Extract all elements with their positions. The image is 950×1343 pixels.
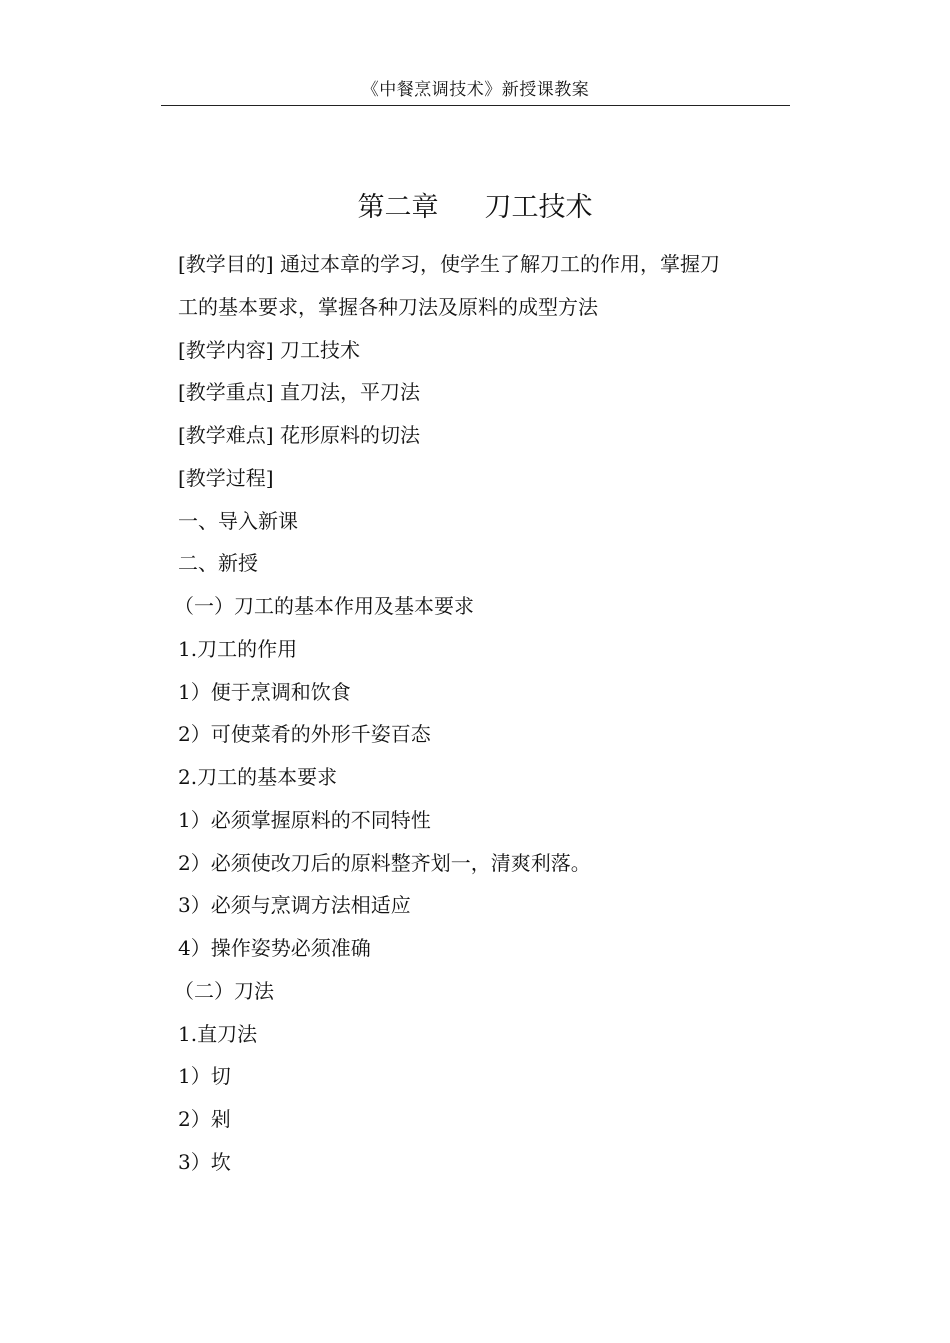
subsection-1-heading: （一）刀工的基本作用及基本要求 <box>174 594 474 618</box>
content-line: [教学内容] 刀工技术 <box>178 337 360 362</box>
difficulty-line: [教学难点] 花形原料的切法 <box>178 423 420 447</box>
list-item: 3）坎 <box>178 1149 231 1174</box>
list-item: 1）必须掌握原料的不同特性 <box>178 807 431 832</box>
section-intro: 一、导入新课 <box>178 508 298 533</box>
key-points-line: [教学重点] 直刀法，平刀法 <box>178 380 420 405</box>
chapter-heading <box>0 188 950 228</box>
list-item: 3）必须与烹调方法相适应 <box>178 893 411 918</box>
running-header <box>161 76 790 106</box>
list-item: 2）可使菜肴的外形千姿百态 <box>178 722 431 747</box>
item-heading-straight-knife: 1.直刀法 <box>178 1021 258 1046</box>
chapter-number: 第二章 <box>357 192 439 223</box>
subsection-2-heading: （二）刀法 <box>174 978 274 1003</box>
chapter-title: 刀工技术 <box>484 192 593 223</box>
list-item: 2）剁 <box>178 1107 231 1131</box>
list-item: 1）便于烹调和饮食 <box>178 679 351 704</box>
section-new-lesson: 二、新授 <box>178 551 258 576</box>
objective-line-2: 工的基本要求，掌握各种刀法及原料的成型方法 <box>178 294 598 319</box>
list-item: 2）必须使改刀后的原料整齐划一，清爽利落。 <box>178 850 591 875</box>
list-item: 4）操作姿势必须准确 <box>178 936 371 960</box>
list-item: 1）切 <box>178 1064 231 1089</box>
header-title: 《中餐烹调技术》新授课教案 <box>361 80 590 100</box>
process-heading: [教学过程] <box>178 465 274 490</box>
objective-line-1: [教学目的] 通过本章的学习，使学生了解刀工的作用，掌握刀 <box>178 252 720 276</box>
item-heading-requirements: 2.刀工的基本要求 <box>178 765 338 789</box>
lesson-body <box>174 243 778 1184</box>
item-heading-knife-role: 1.刀工的作用 <box>178 636 298 661</box>
